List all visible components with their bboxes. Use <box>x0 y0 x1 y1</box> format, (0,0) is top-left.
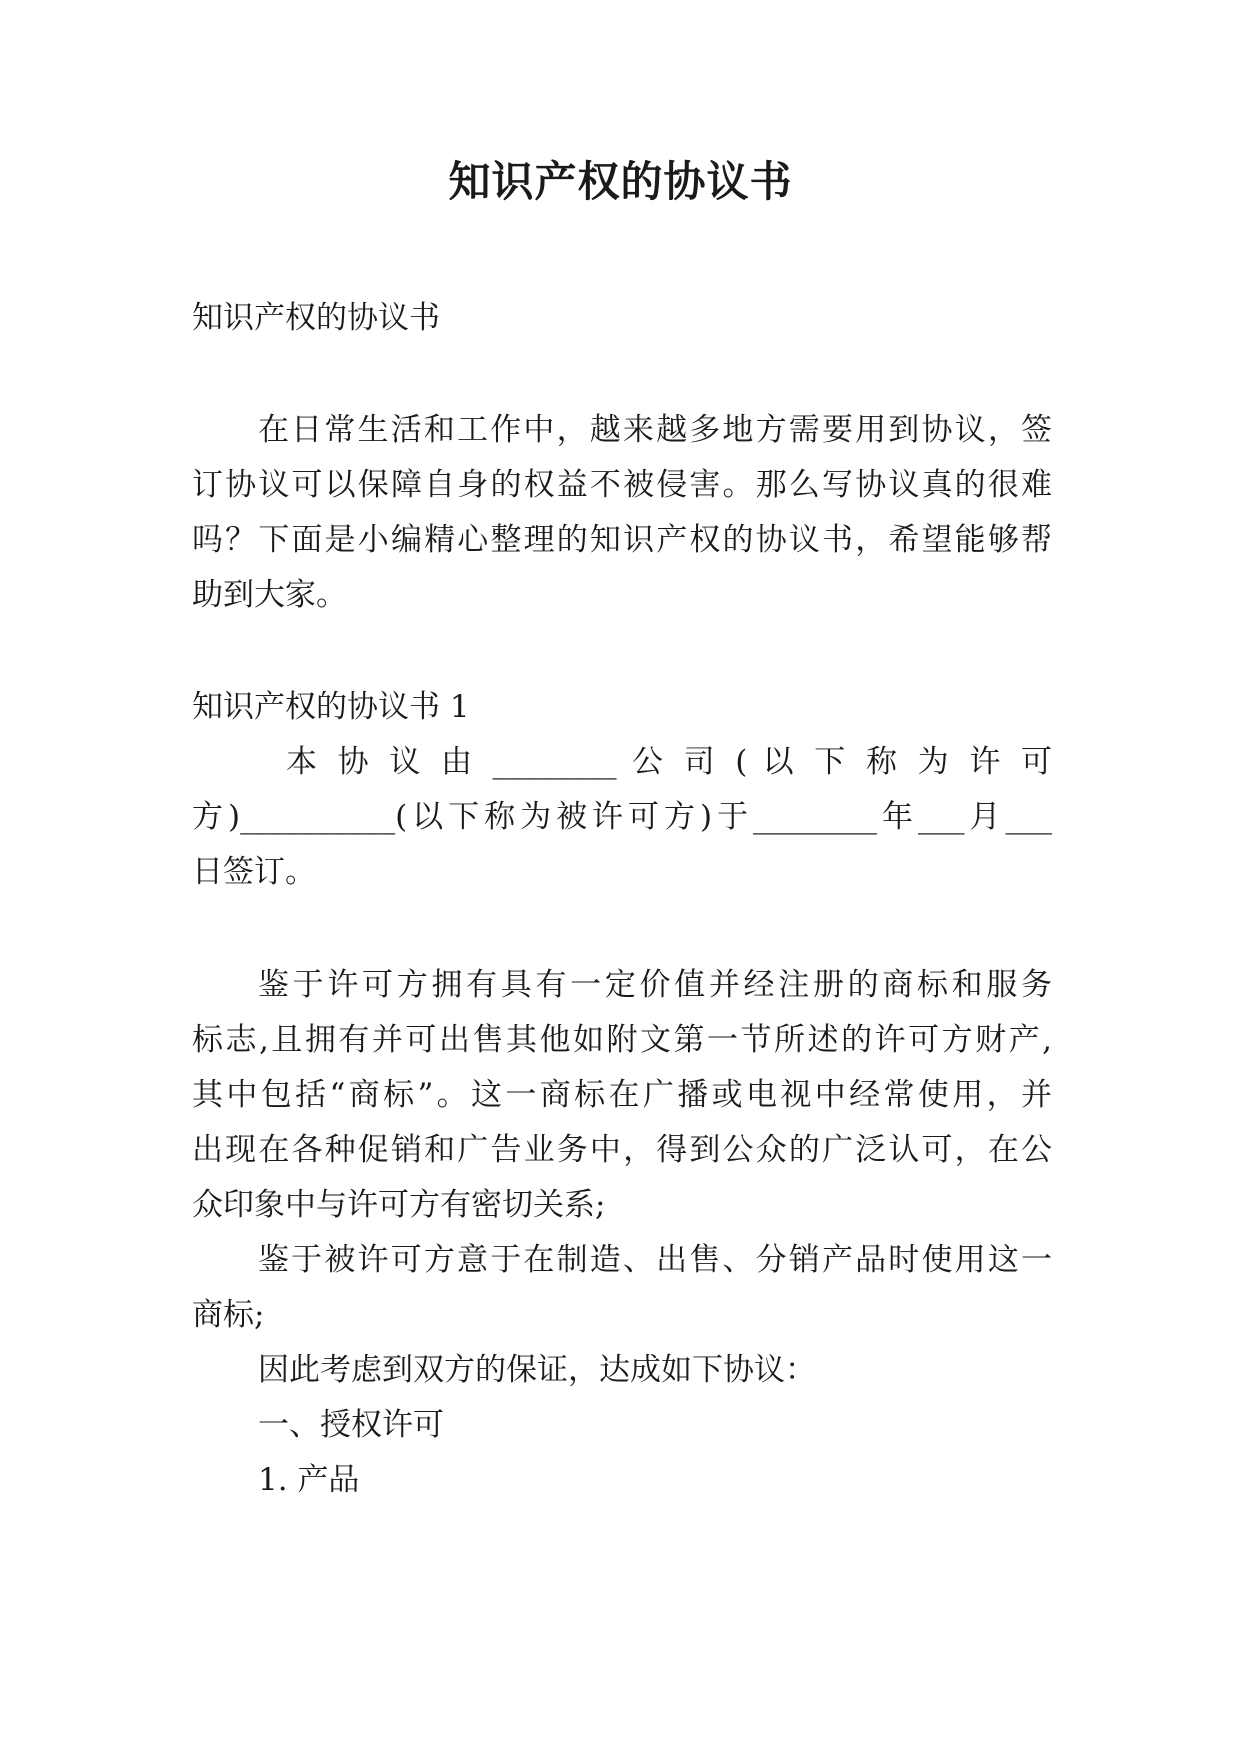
whereas-line: 出现在各种促销和广告业务中，得到公众的广泛认可，在公 <box>192 1132 1052 1168</box>
section-heading: 知识产权的协议书 1 <box>192 689 470 725</box>
consideration-line: 因此考虑到双方的保证，达成如下协议： <box>258 1352 816 1388</box>
intro-line: 订协议可以保障自身的权益不被侵害。那么写协议真的很难 <box>192 467 1052 503</box>
agreement-line: 方)__________(以下称为被许可方)于________年___月___ <box>192 799 1052 835</box>
clause-heading: 一、授权许可 <box>258 1407 444 1443</box>
intro-line: 在日常生活和工作中，越来越多地方需要用到协议，签 <box>258 412 1052 448</box>
whereas-line: 其中包括“商标”。这一商标在广播或电视中经常使用，并 <box>192 1077 1052 1113</box>
intro-line: 吗？下面是小编精心整理的知识产权的协议书，希望能够帮 <box>192 522 1052 558</box>
intro-line: 助到大家。 <box>192 577 347 613</box>
agreement-line: 本 协 议 由 ________ 公 司 ( 以 下 称 为 许 可 <box>286 744 1052 780</box>
clause-subheading: 1. 产品 <box>258 1462 360 1498</box>
whereas-line: 众印象中与许可方有密切关系; <box>192 1187 606 1223</box>
whereas-line: 鉴于被许可方意于在制造、出售、分销产品时使用这一 <box>258 1242 1052 1278</box>
whereas-line: 标志,且拥有并可出售其他如附文第一节所述的许可方财产, <box>192 1022 1052 1058</box>
whereas-line: 鉴于许可方拥有具有一定价值并经注册的商标和服务 <box>258 967 1052 1003</box>
document-subtitle: 知识产权的协议书 <box>192 300 440 336</box>
agreement-line: 日签订。 <box>192 854 316 890</box>
whereas-line: 商标; <box>192 1297 265 1333</box>
document-title: 知识产权的协议书 <box>448 157 793 206</box>
